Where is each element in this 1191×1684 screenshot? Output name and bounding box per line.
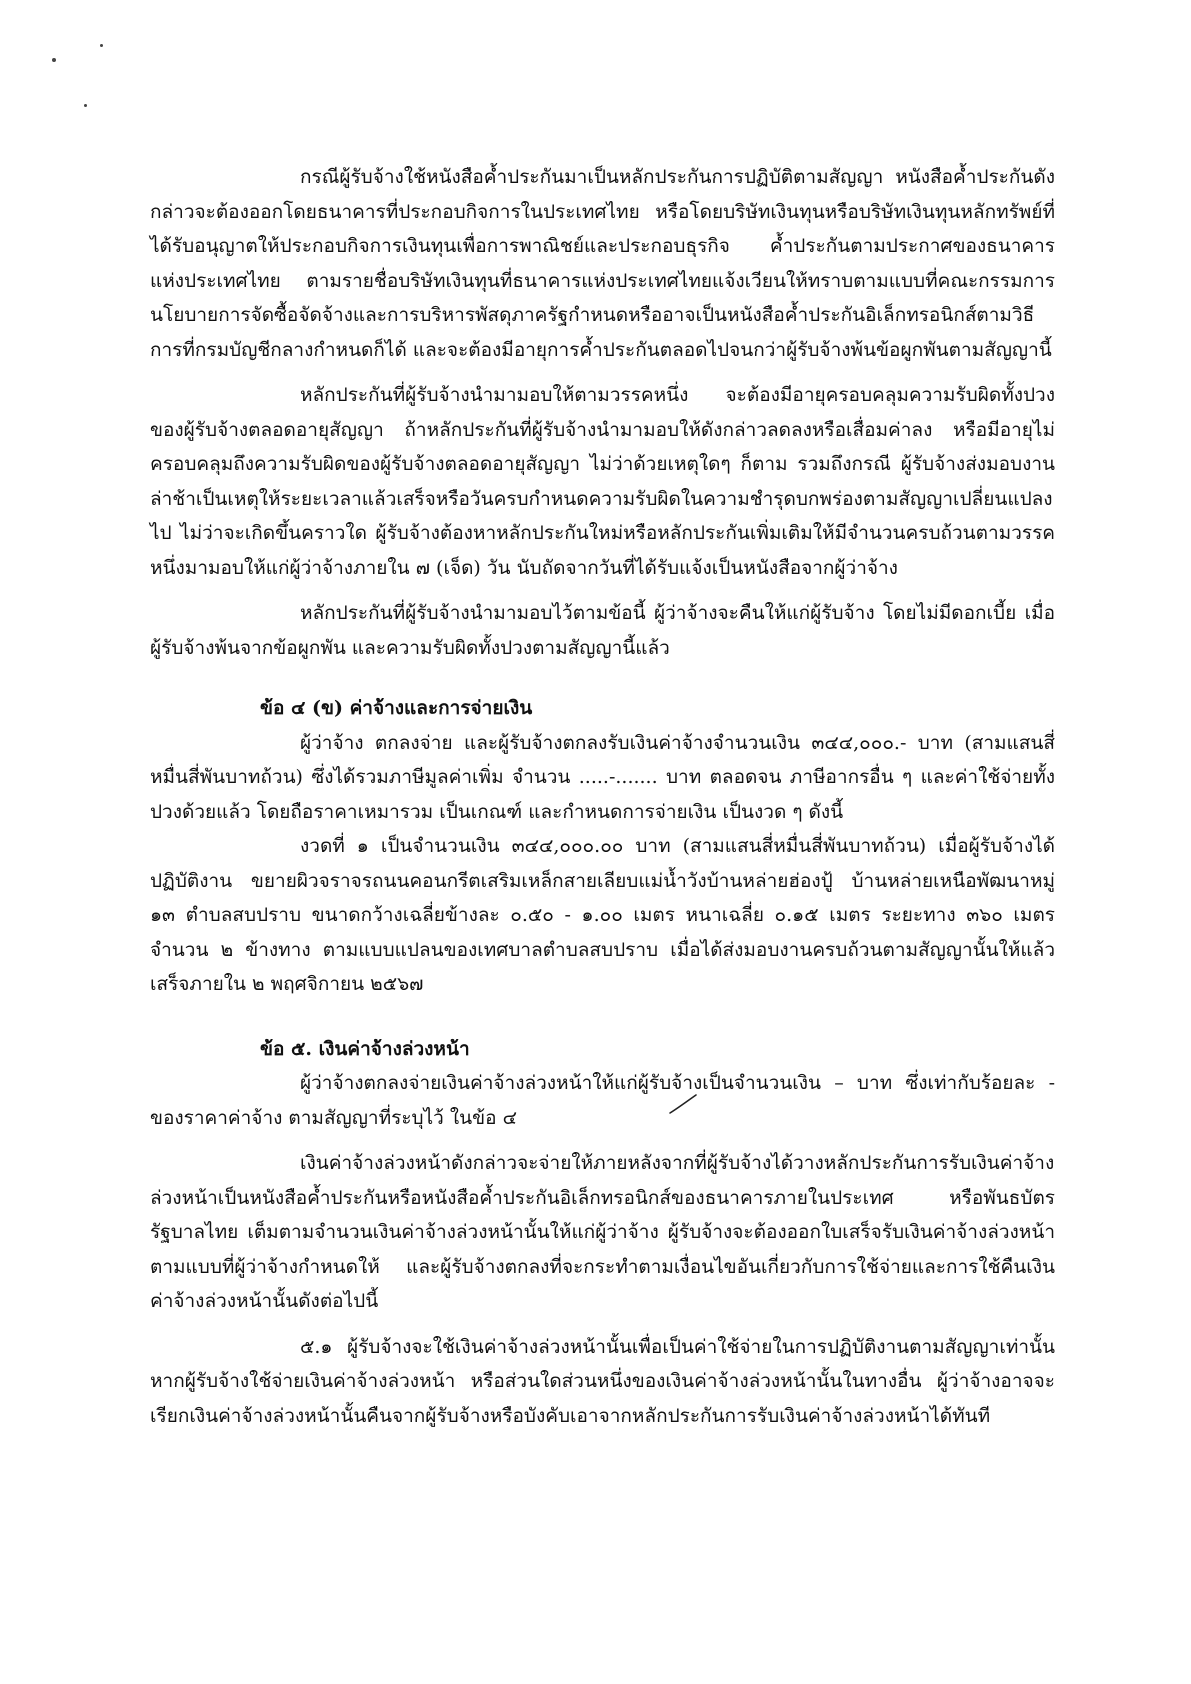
handwritten-check-mark (668, 1093, 698, 1115)
guarantee-coverage-paragraph: หลักประกันที่ผู้รับจ้างนำมามอบให้ตามวรรคหนึ่ง จะต้องมีอายุครอบคลุมความรับผิดทั้งปวงของผู้รับจ้างตลอดอายุสัญญา ถ้าหลักประกันที่ผู้รับจ้างนำมามอบให้ดังกล่าวลดลงหรือเสื่อมค่าลง หรือมีอายุไม่ครอบคลุมถึงความรับผิดของผู้รับจ้างตลอดอายุสัญญา ไม่ว่าด้วยเหตุใดๆ ก็ตาม รวมถึงกรณี ผู้รับจ้างส่งมอบงานล่าช้าเป็นเหตุให้ระยะเวลาแล้วเสร็จหรือวันครบกำหนดความรับผิดในความชำรุดบกพร่องตามสัญญาเปลี่ยนแปลงไป ไม่ว่าจะเกิดขึ้นคราวใด ผู้รับจ้างต้องหาหลักประกันใหม่หรือหลักประกันเพิ่มเติมให้มีจำนวนครบถ้วนตามวรรคหนึ่งมามอบให้แก่ผู้ว่าจ้างภายใน ๗ (เจ็ด) วัน นับถัดจากวันที่ได้รับแจ้งเป็นหนังสือจากผู้ว่าจ้าง (150, 384, 1055, 579)
installment-1-paragraph: งวดที่ ๑ เป็นจำนวนเงิน ๓๔๔,๐๐๐.๐๐ บาท (สามแสนสี่หมื่นสี่พันบาทถ้วน) เมื่อผู้รับจ้างได้ปฏิบัติงาน ขยายผิวจราจรถนนคอนกรีตเสริมเหล็กสายเลียบแม่น้ำวังบ้านหล่ายฮ่องปู้ บ้านหล่ายเหนือพัฒนาหมู่ ๑๓ ตำบลสบปราบ ขนาดกว้างเฉลี่ยข้างละ ๐.๕๐ - ๑.๐๐ เมตร หนาเฉลี่ย ๐.๑๕ เมตร ระยะทาง ๓๖๐ เมตร จำนวน ๒ ข้างทาง ตามแบบแปลนของเทศบาลตำบลสบปราบ เมื่อได้ส่งมอบงานครบถ้วนตามสัญญานั้นให้แล้วเสร็จภายใน ๒ พฤศจิกายน ๒๕๖๗ (150, 835, 1055, 995)
clause-5-1-paragraph: ๕.๑ ผู้รับจ้างจะใช้เงินค่าจ้างล่วงหน้านั้นเพื่อเป็นค่าใช้จ่ายในการปฏิบัติงานตามสัญญาเท่านั้นหากผู้รับจ้างใช้จ่ายเงินค่าจ้างล่วงหน้า หรือส่วนใดส่วนหนึ่งของเงินค่าจ้างล่วงหน้านั้นในทางอื่น ผู้ว่าจ้างอาจจะเรียกเงินค่าจ้างล่วงหน้านั้นคืนจากผู้รับจ้างหรือบังคับเอาจากหลักประกันการรับเงินค่าจ้างล่วงหน้าได้ทันที (150, 1335, 1055, 1427)
clause-4b-heading: ข้อ ๔ (ข) ค่าจ้างและการจ่ายเงิน (260, 697, 533, 719)
guarantee-return-paragraph: หลักประกันที่ผู้รับจ้างนำมามอบไว้ตามข้อนี้ ผู้ว่าจ้างจะคืนให้แก่ผู้รับจ้าง โดยไม่มีดอกเบี้ย เมื่อผู้รับจ้างพ้นจากข้อผูกพัน และความรับผิดทั้งปวงตามสัญญานี้แล้ว (150, 602, 1055, 659)
scan-speck (84, 104, 87, 107)
advance-guarantee-paragraph: เงินค่าจ้างล่วงหน้าดังกล่าวจะจ่ายให้ภายหลังจากที่ผู้รับจ้างได้วางหลักประกันการรับเงินค่าจ้างล่วงหน้าเป็นหนังสือค้ำประกันหรือหนังสือค้ำประกันอิเล็กทรอนิกส์ของธนาคารภายในประเทศ หรือพันธบัตรรัฐบาลไทย เต็มตามจำนวนเงินค่าจ้างล่วงหน้านั้นให้แก่ผู้ว่าจ้าง ผู้รับจ้างจะต้องออกใบเสร็จรับเงินค่าจ้างล่วงหน้า ตามแบบที่ผู้ว่าจ้างกำหนดให้ และผู้รับจ้างตกลงที่จะกระทำตามเงื่อนไขอันเกี่ยวกับการใช้จ่ายและการใช้คืนเงินค่าจ้างล่วงหน้านั้นดังต่อไปนี้ (150, 1152, 1055, 1312)
clause-5-heading: ข้อ ๕. เงินค่าจ้างล่วงหน้า (260, 1037, 470, 1060)
document-body (150, 160, 1055, 1433)
scan-speck (52, 58, 56, 62)
guarantee-letter-paragraph: กรณีผู้รับจ้างใช้หนังสือค้ำประกันมาเป็นหลักประกันการปฏิบัติตามสัญญา หนังสือค้ำประกันดังกล่าวจะต้องออกโดยธนาคารที่ประกอบกิจการในประเทศไทย หรือโดยบริษัทเงินทุนหรือบริษัทเงินทุนหลักทรัพย์ที่ได้รับอนุญาตให้ประกอบกิจการเงินทุนเพื่อการพาณิชย์และประกอบธุรกิจ ค้ำประกันตามประกาศของธนาคารแห่งประเทศไทย ตามรายชื่อบริษัทเงินทุนที่ธนาคารแห่งประเทศไทยแจ้งเวียนให้ทราบตามแบบที่คณะกรรมการนโยบายการจัดซื้อจัดจ้างและการบริหารพัสดุภาครัฐกำหนดหรืออาจเป็นหนังสือค้ำประกันอิเล็กทรอนิกส์ตามวิธีการที่กรมบัญชีกลางกำหนดก็ได้ และจะต้องมีอายุการค้ำประกันตลอดไปจนกว่าผู้รับจ้างพ้นข้อผูกพันตามสัญญานี้ (150, 166, 1055, 361)
scan-speck (100, 44, 103, 47)
advance-payment-paragraph: ผู้ว่าจ้างตกลงจ่ายเงินค่าจ้างล่วงหน้าให้แก่ผู้รับจ้างเป็นจำนวนเงิน – บาท ซึ่งเท่ากับร้อยละ - ของราคาค่าจ้าง ตามสัญญาที่ระบุไว้ ในข้อ ๔ (150, 1072, 1055, 1129)
payment-terms-paragraph: ผู้ว่าจ้าง ตกลงจ่าย และผู้รับจ้างตกลงรับเงินค่าจ้างจำนวนเงิน ๓๔๔,๐๐๐.- บาท (สามแสนสี่หมื่นสี่พันบาทถ้วน) ซึ่งได้รวมภาษีมูลค่าเพิ่ม จำนวน .....-....... บาท ตลอดจน ภาษีอากรอื่น ๆ และค่าใช้จ่ายทั้งปวงด้วยแล้ว โดยถือราคาเหมารวม เป็นเกณฑ์ และกำหนดการจ่ายเงิน เป็นงวด ๆ ดังนี้ (150, 731, 1055, 823)
